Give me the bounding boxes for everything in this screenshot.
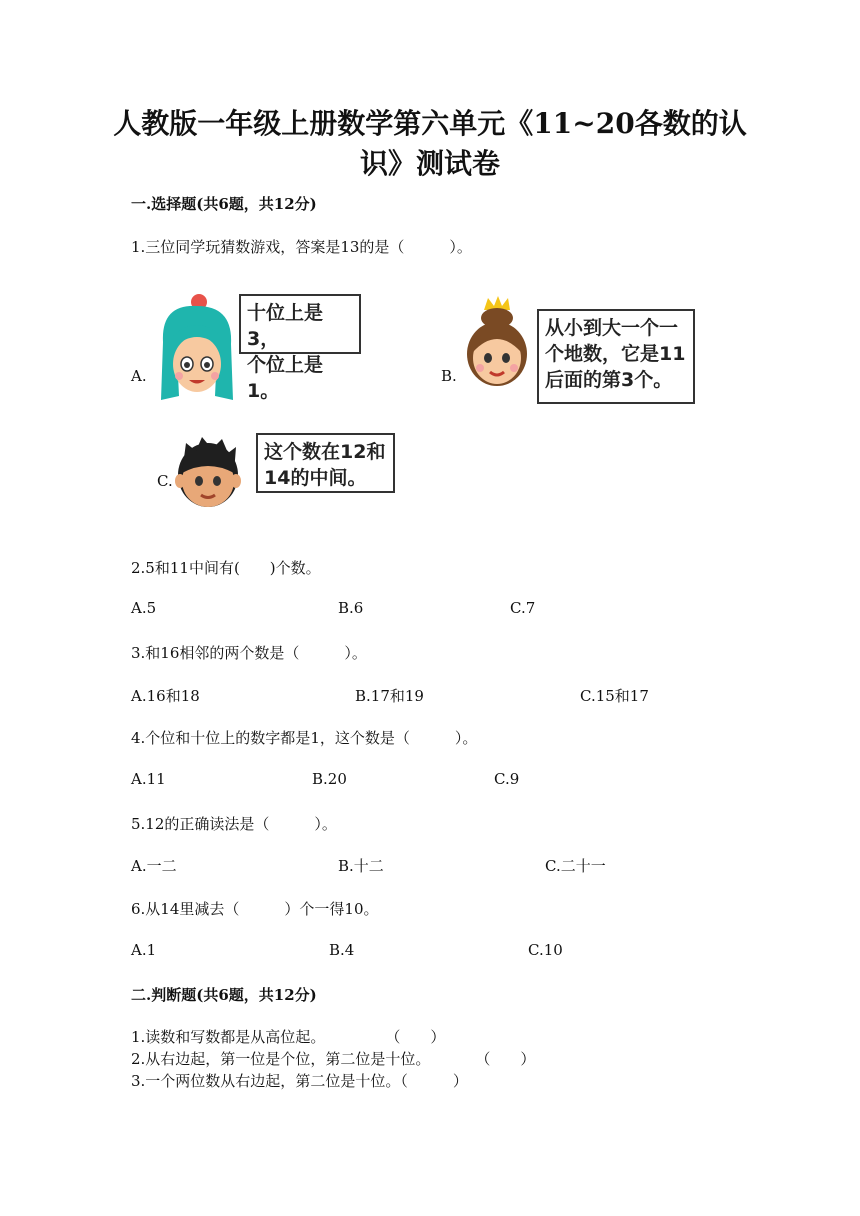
bubble-b-line-3: 后面的第3个。 [545, 369, 673, 391]
q5-option-b: B.十二 [338, 857, 384, 875]
title-line-2: 识》测试卷 [359, 147, 500, 180]
q1-option-a-speech-bubble [239, 294, 361, 402]
title-line-1: 人教版一年级上册数学第六单元《11~20各数的认 [113, 107, 747, 140]
q1-option-a-label: A. [131, 367, 147, 385]
q6-option-a: A.1 [131, 941, 157, 959]
q6-option-b: B.4 [329, 941, 355, 959]
q3-option-c: C.15和17 [580, 687, 649, 705]
boy-icon [172, 431, 244, 511]
bubble-c-line-1: 这个数在12和 [264, 441, 386, 463]
q5-option-a: A.一二 [131, 857, 177, 875]
section-1-heading: 一.选择题(共6题，共12分) [131, 195, 317, 213]
q2-option-b: B.6 [338, 599, 364, 617]
q1-option-c-label: C. [157, 472, 173, 490]
q3-option-b: B.17和19 [355, 687, 424, 705]
q1-option-b-label: B. [441, 367, 457, 385]
q4-option-a: A.11 [131, 770, 166, 788]
question-5: 5.12的正确读法是（ ）。 [131, 815, 337, 833]
bubble-c-line-2: 14的中间。 [264, 467, 367, 489]
q6-option-c: C.10 [528, 941, 563, 959]
bubble-b-line-1: 从小到大一个一 [545, 317, 679, 339]
q3-option-a: A.16和18 [131, 687, 200, 705]
page-title [100, 104, 760, 184]
q5-option-c: C.二十一 [545, 857, 606, 875]
q2-option-c: C.7 [510, 599, 536, 617]
judge-item-1: 1.读数和写数都是从高位起。 （ ） [131, 1028, 446, 1046]
question-2: 2.5和11中间有( )个数。 [131, 559, 321, 577]
bubble-a-line-1: 十位上是3， [247, 302, 324, 350]
judge-item-3: 3.一个两位数从右边起，第二位是十位。（ ） [131, 1072, 468, 1090]
q4-option-c: C.9 [494, 770, 520, 788]
question-4: 4.个位和十位上的数字都是1，这个数是（ ）。 [131, 729, 478, 747]
question-6: 6.从14里减去（ ）个一得10。 [131, 900, 379, 918]
section-2-heading: 二.判断题(共6题，共12分) [131, 986, 317, 1004]
q4-option-b: B.20 [312, 770, 347, 788]
q2-option-a: A.5 [131, 599, 157, 617]
bubble-b-line-2: 个地数，它是11 [545, 343, 686, 365]
judge-item-2: 2.从右边起，第一位是个位，第二位是十位。 （ ） [131, 1050, 536, 1068]
question-1: 1.三位同学玩猜数游戏，答案是13的是（ ）。 [131, 238, 472, 256]
question-3: 3.和16相邻的两个数是（ ）。 [131, 644, 367, 662]
q1-option-b-speech-bubble [537, 309, 695, 404]
bubble-a-line-2: 个位上是1。 [247, 354, 324, 402]
q1-option-c-speech-bubble [256, 433, 395, 493]
girl-teal-hair-icon [155, 292, 237, 404]
girl-crown-icon [462, 296, 532, 392]
